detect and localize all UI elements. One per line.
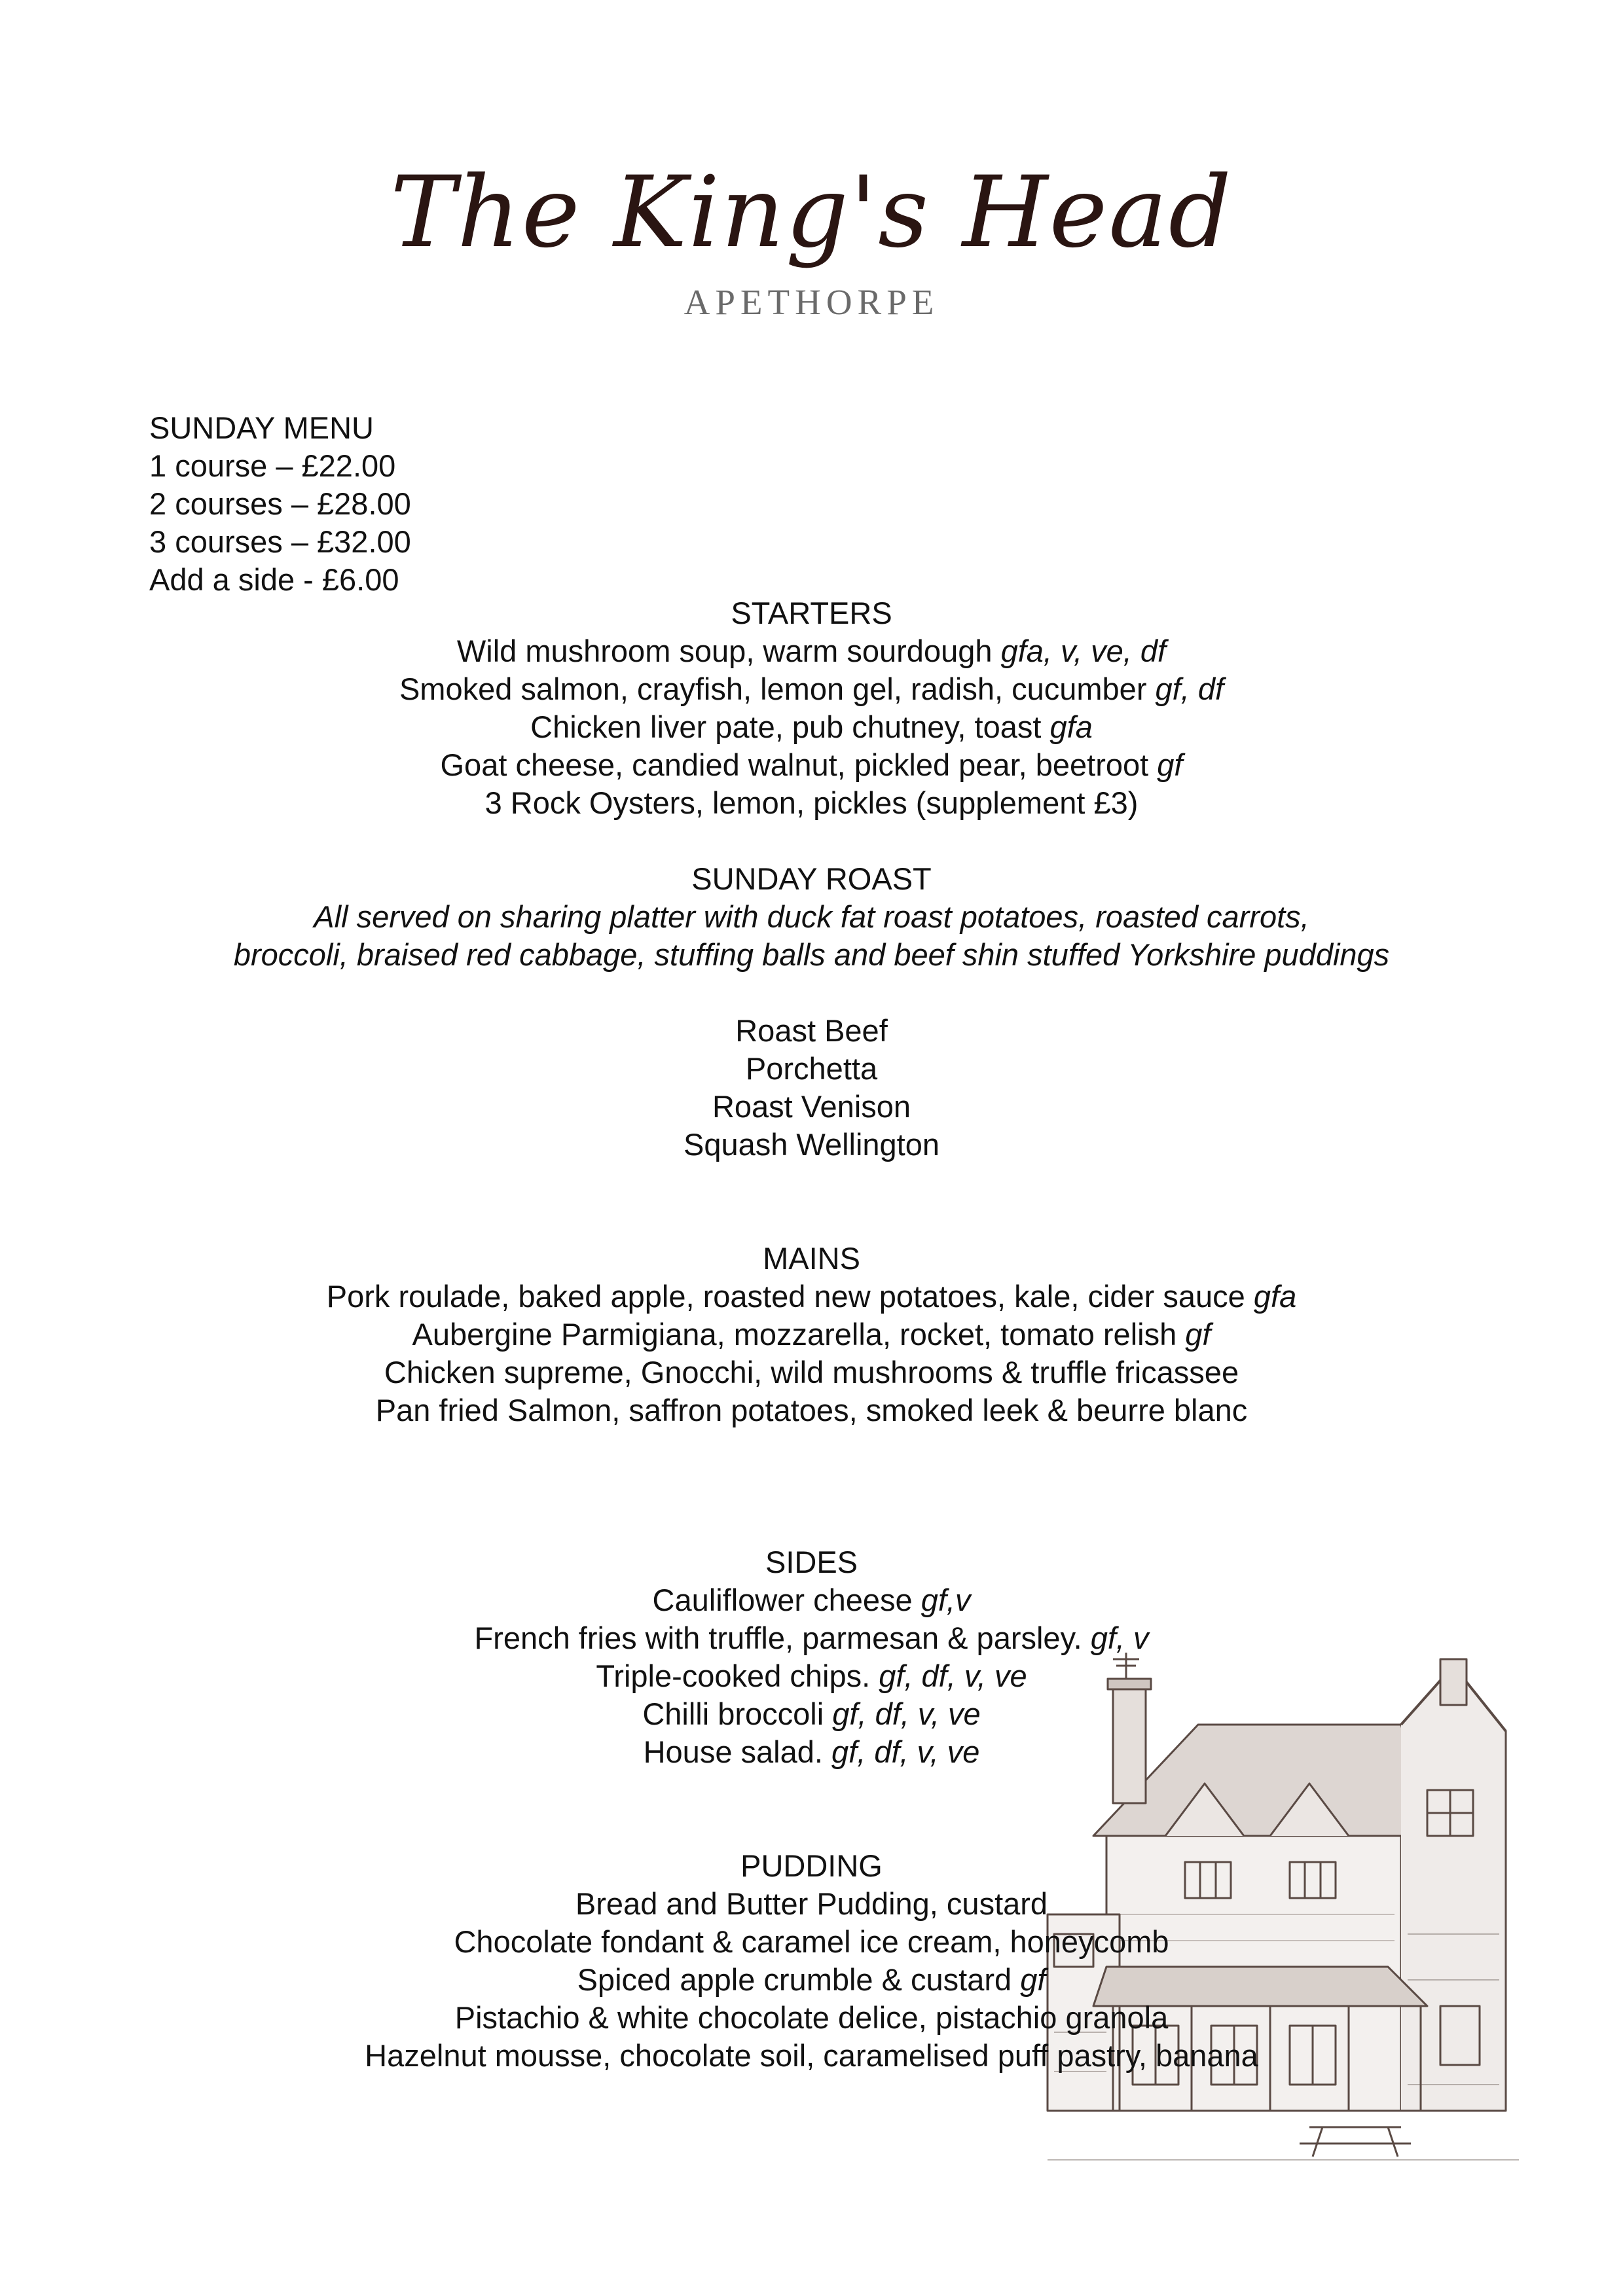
price-side: Add a side - £6.00 bbox=[149, 562, 399, 597]
mains-section bbox=[0, 1240, 1623, 1429]
menu-item bbox=[0, 1657, 1623, 1695]
menu-item bbox=[0, 1619, 1623, 1657]
brand-title: The King's Head bbox=[390, 156, 1233, 270]
sides-section bbox=[0, 1543, 1623, 1771]
menu-item bbox=[0, 708, 1623, 746]
dietary-tags: gfa, v, ve, df bbox=[1000, 634, 1167, 668]
logo bbox=[0, 151, 1623, 323]
dish-name: Hazelnut mousse, chocolate soil, caramelised puff pastry, banana bbox=[365, 2038, 1258, 2073]
dietary-tags: gf, v bbox=[1090, 1621, 1149, 1655]
menu-item bbox=[0, 1733, 1623, 1771]
dish-name: Triple-cooked chips. bbox=[596, 1659, 879, 1693]
dish-name: Cauliflower cheese bbox=[652, 1583, 921, 1617]
roast-item: Porchetta bbox=[745, 1051, 878, 1086]
menu-item bbox=[0, 1316, 1623, 1354]
dish-name: French fries with truffle, parmesan & parsley. bbox=[474, 1621, 1091, 1655]
section-heading-mains: MAINS bbox=[763, 1241, 860, 1276]
menu-item bbox=[0, 784, 1623, 822]
pricing-block bbox=[149, 409, 411, 599]
roast-description-line-2: broccoli, braised red cabbage, stuffing balls and beef shin stuffed Yorkshire puddings bbox=[233, 937, 1390, 972]
dietary-tags: gf, df, v, ve bbox=[879, 1659, 1027, 1693]
menu-item bbox=[0, 746, 1623, 784]
dish-name: Bread and Butter Pudding, custard bbox=[575, 1886, 1048, 1921]
dish-name: Chocolate fondant & caramel ice cream, honeycomb bbox=[454, 1924, 1169, 1959]
menu-item bbox=[0, 1961, 1623, 1999]
dish-name: House salad. bbox=[643, 1734, 831, 1769]
dish-name: Pan fried Salmon, saffron potatoes, smoked leek & beurre blanc bbox=[375, 1393, 1248, 1427]
menu-item bbox=[0, 632, 1623, 670]
roast-item: Squash Wellington bbox=[683, 1127, 940, 1162]
starters-section bbox=[0, 594, 1623, 822]
menu-item bbox=[0, 2037, 1623, 2075]
dish-name: Chicken liver pate, pub chutney, toast bbox=[530, 709, 1050, 744]
dish-name: Spiced apple crumble & custard bbox=[577, 1962, 1021, 1997]
menu-item bbox=[0, 1581, 1623, 1619]
dish-name: Chilli broccoli bbox=[642, 1696, 833, 1731]
roast-item: Roast Beef bbox=[735, 1013, 888, 1048]
dietary-tags: gf bbox=[1157, 747, 1183, 782]
price-1-course: 1 course – £22.00 bbox=[149, 448, 396, 483]
roast-description-line-1: All served on sharing platter with duck fat roast potatoes, roasted carrots, bbox=[314, 899, 1309, 934]
pudding-section bbox=[0, 1847, 1623, 2075]
brand-subtitle: APETHORPE bbox=[684, 282, 939, 322]
dish-name: Aubergine Parmigiana, mozzarella, rocket, tomato relish bbox=[412, 1317, 1186, 1352]
roast-section bbox=[0, 860, 1623, 1164]
dietary-tags: gf bbox=[1020, 1962, 1046, 1997]
menu-heading: SUNDAY MENU bbox=[149, 410, 374, 445]
price-3-courses: 3 courses – £32.00 bbox=[149, 524, 411, 559]
price-2-courses: 2 courses – £28.00 bbox=[149, 486, 411, 521]
dietary-tags: gf bbox=[1185, 1317, 1211, 1352]
dish-name: Pork roulade, baked apple, roasted new potatoes, kale, cider sauce bbox=[326, 1279, 1254, 1314]
menu-item bbox=[0, 1278, 1623, 1316]
dish-name: Smoked salmon, crayfish, lemon gel, radish, cucumber bbox=[399, 672, 1156, 706]
roast-item: Roast Venison bbox=[712, 1089, 911, 1124]
menu-item bbox=[0, 1354, 1623, 1391]
dietary-tags: gf, df bbox=[1155, 672, 1224, 706]
dish-name: 3 Rock Oysters, lemon, pickles (supplement £3) bbox=[484, 785, 1139, 820]
dish-name: Wild mushroom soup, warm sourdough bbox=[456, 634, 1001, 668]
menu-item bbox=[0, 670, 1623, 708]
dietary-tags: gf,v bbox=[921, 1583, 971, 1617]
section-heading-starters: STARTERS bbox=[731, 596, 892, 630]
dish-name: Pistachio & white chocolate delice, pistachio granola bbox=[454, 2000, 1169, 2035]
section-heading-roast: SUNDAY ROAST bbox=[691, 861, 932, 896]
menu-item bbox=[0, 1999, 1623, 2037]
menu-body bbox=[0, 594, 1623, 2075]
menu-item bbox=[0, 1923, 1623, 1961]
menu-item bbox=[0, 1391, 1623, 1429]
menu-item bbox=[0, 1885, 1623, 1923]
dish-name: Chicken supreme, Gnocchi, wild mushrooms & truffle fricassee bbox=[384, 1355, 1239, 1390]
dietary-tags: gfa bbox=[1049, 709, 1093, 744]
section-heading-pudding: PUDDING bbox=[740, 1848, 883, 1883]
dietary-tags: gfa bbox=[1253, 1279, 1297, 1314]
dietary-tags: gf, df, v, ve bbox=[832, 1696, 981, 1731]
dietary-tags: gf, df, v, ve bbox=[831, 1734, 980, 1769]
section-heading-sides: SIDES bbox=[765, 1545, 858, 1579]
menu-item bbox=[0, 1695, 1623, 1733]
dish-name: Goat cheese, candied walnut, pickled pear, beetroot bbox=[440, 747, 1158, 782]
